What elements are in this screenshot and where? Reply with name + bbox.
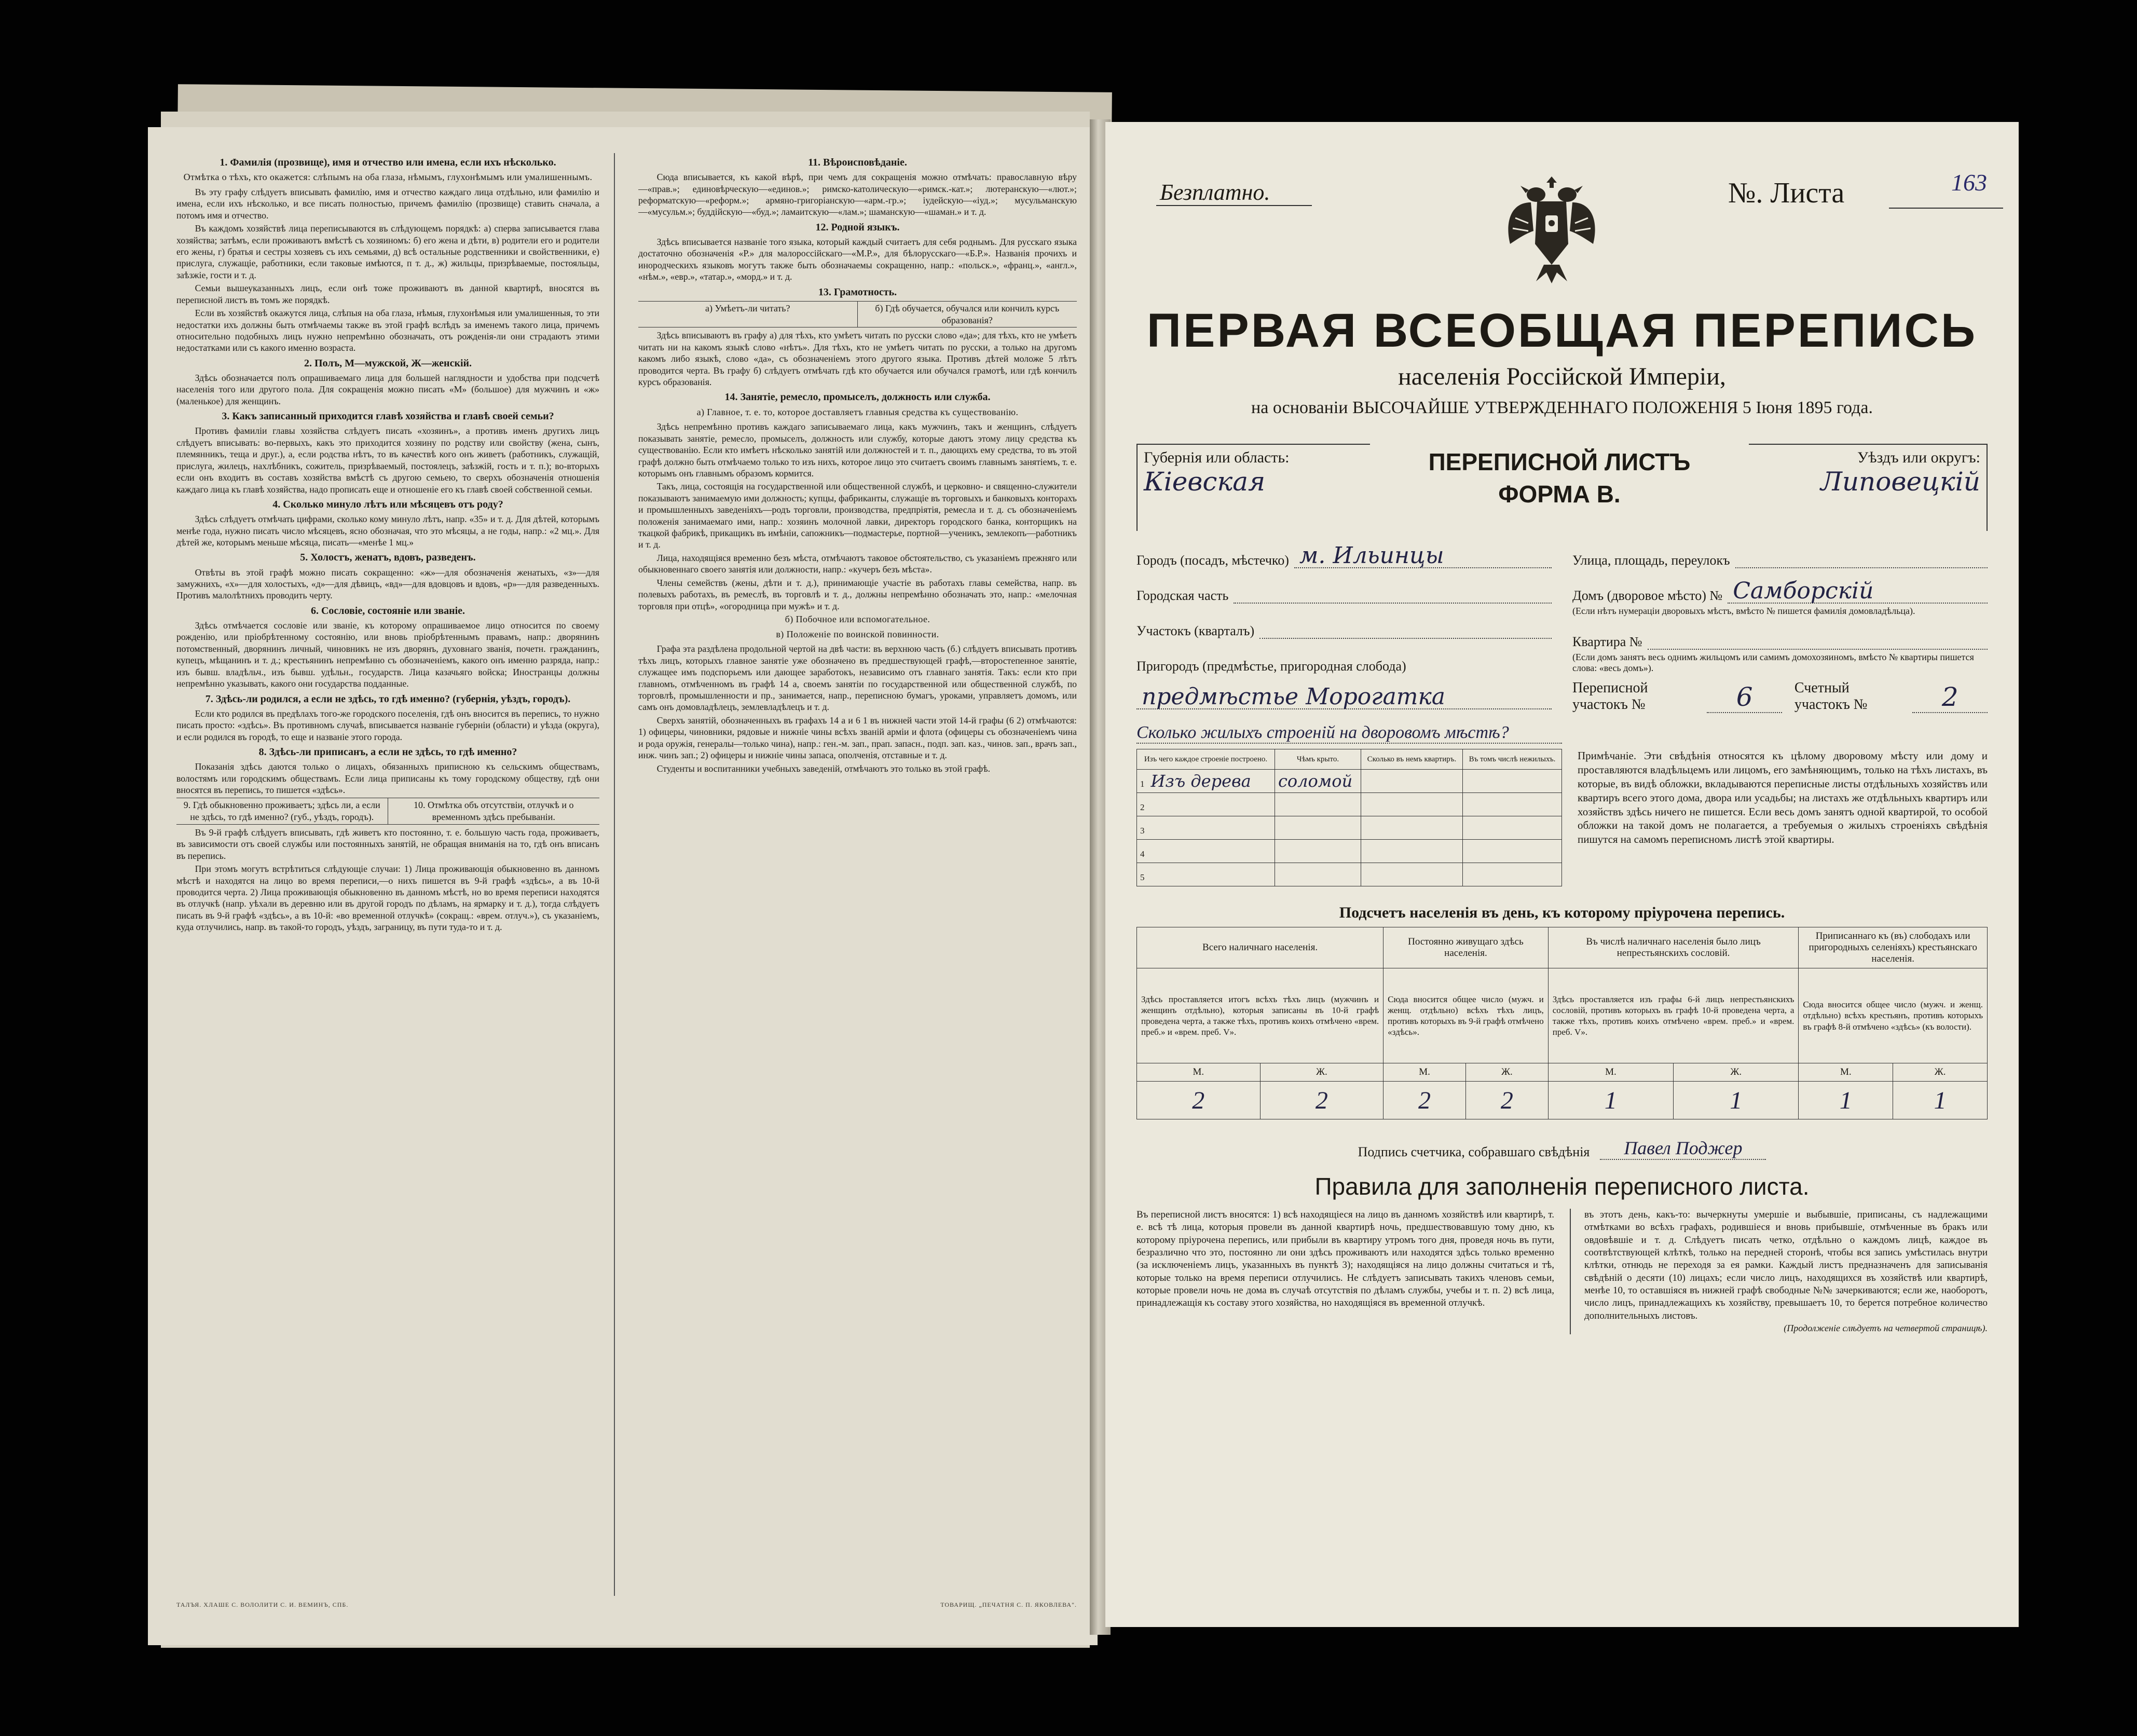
census-form-page: [1105, 122, 2019, 1627]
buildings-header-material: Изъ чего каждое строеніе построено.: [1137, 749, 1275, 770]
district-label: Уѣздъ или округъ:: [1857, 449, 1980, 466]
buildings-header-roof: Чѣмъ крыто.: [1275, 749, 1361, 770]
count-column-header: Постоянно живущаго здѣсь населенія.: [1383, 927, 1549, 968]
male-count: 2: [1137, 1082, 1261, 1119]
building-apartments: [1361, 863, 1462, 886]
census-district-value: 6: [1707, 682, 1782, 713]
instruction-paragraph: Если въ хозяйствѣ окажутся лица, слѣпыя на оба глаза, нѣмыя, глухонѣмыя или умалишенныя, то эти недостатки ихъ должны быть отмѣчаемы также въ этой графѣ вслѣдъ за именемъ такого лица, причемъ относительно подобныхъ лицъ нужно непремѣнно обозначать, отъ рожденія-ли они страдаютъ этими недостатками или съ какого именно возраста.: [176, 308, 599, 353]
city-part-value: [1234, 603, 1552, 604]
instruction-paragraph: Если кто родился въ предѣлахъ того-же городского поселенія, гдѣ онъ вносится въ перепись, то нужно писать просто: «здѣсь». Въ противномъ случаѣ, вписывается названіе губерніи (области) и уѣзда (округа), и если родился въ городѣ, то еще и названіе этого города.: [176, 708, 599, 742]
building-nonresidential: [1463, 863, 1562, 886]
suburb-value: предмѣстье Морогатка: [1136, 686, 1552, 709]
male-count: 1: [1548, 1082, 1673, 1119]
suburb-value-line: [1136, 682, 1552, 709]
building-roof: [1275, 816, 1361, 840]
instruction-paragraph: Семьи вышеуказанныхъ лицъ, если онѣ тоже проживаютъ въ данной квартирѣ, вносятся въ переписной листъ въ томъ же порядкѣ.: [176, 283, 599, 305]
instruction-paragraph: Въ каждомъ хозяйствѣ лица переписываются въ слѣдующемъ порядкѣ: а) сперва записывается глава хозяйства; затѣмъ, если проживаютъ вмѣстѣ съ хозяиномъ: б) его жена и дѣти, в) родители его и родители его жены, г) братья и сестры хозяевъ съ ихъ семьями, д) всѣ остальные родственники и свойственники, е) прислуга, служащіе, работники, если таковые имѣются, п т. д., ж) жильцы, призрѣваемые, постояльцы, заѣзжіе, гости и т. д.: [176, 223, 599, 280]
instruction-paragraph: Противъ фамиліи главы хозяйства слѣдуетъ писать «хозяинъ», а противъ именъ другихъ лицъ слѣдуетъ вписывать: во-первыхъ, какъ это приходится хозяину по родству или свойству (жена, сынъ, племянникъ, теща и друг.), а, если родства нѣтъ, то въ качествѣ кого онъ живетъ (работникъ, служащій, прислуга, жилецъ, нахлѣбникъ, сожитель, призрѣваемый, постоялецъ, заѣзжій, гость и т. п.); во-вторыхъ если онъ входитъ въ составъ хозяйства вмѣстѣ съ другою семьею, то сверхъ обозначенія отношенія каждаго лица къ главѣ хозяйства, надо прописать еще и отношеніе его къ главѣ своей собственной семьи.: [176, 426, 599, 495]
count-district-value: 2: [1912, 682, 1988, 713]
count-column-description: Сюда вносится общее число (мужч. и женщ. отдѣльно) всѣхъ крестьянъ, противъ которыхъ въ графѣ 8-й отмѣчено «здѣсь» (къ волости).: [1799, 968, 1988, 1063]
building-apartments: [1361, 816, 1462, 840]
building-material: Изъ дерева: [1150, 771, 1251, 791]
rules-text: [1136, 1209, 1988, 1334]
instruction-paragraph: При этомъ могутъ встрѣтиться слѣдующіе случаи: 1) Лица проживающія обыкновенно въ данномъ мѣстѣ и находятся на лицо во время переписи,—о нихъ пишется въ 9-й графѣ «здѣсь», а въ 10-й проводится черта. 2) Лица проживающія обыкновенно въ данномъ мѣстѣ, но во время переписи находятся въ отлучкѣ (напр. уѣхали въ деревню или въ другой городъ по дѣламъ, на ярмарку и т. д.), тогда слѣдуетъ писать въ 9-й графѣ «здѣсь», а въ 10-й: «во временной отлучкѣ» (сокращ.: «врем. отлуч.»), съ указаніемъ, куда отлучились, напр. въ такой-то городъ, уѣздъ, заграницу, въ пути туда-то и т. д.: [176, 864, 599, 933]
instruction-paragraph: Здѣсь вписываютъ въ графу а) для тѣхъ, кто умѣетъ читать по русски слово «да»; для тѣхъ, кто не умѣетъ читать ни на какомъ языкѣ слово «нѣтъ». Для тѣхъ, кто не умѣетъ читать по русски, а только на другомъ какомъ либо языкѣ, слово «да», съ обозначеніемъ этого другого языка. Противъ дѣтей моложе 5 лѣтъ проводится черта. Въ графу б) слѣдуетъ отмѣчать гдѣ кто обучается или обучался грамотѣ, или гдѣ кончилъ курсъ образованія.: [638, 330, 1077, 387]
printer-imprint-left: ТАЛЪЯ. ХЛАШЕ С. ВОЛОЛИТИ С. И. ВЕМИНЪ, СПБ.: [176, 1601, 349, 1608]
population-count-table: [1136, 927, 1988, 1119]
house-note: (Если нѣтъ нумераціи дворовыхъ мѣстъ, вмѣсто № пишется фамилія домовладѣльца).: [1572, 606, 1915, 616]
split-heading-cell: 9. Гдѣ обыкновенно проживаетъ; здѣсь ли, а если не здѣсь, то гдѣ именно? (губ., уѣздъ, городъ).: [176, 798, 388, 824]
male-label: М.: [1548, 1063, 1673, 1082]
section-title: 5. Холостъ, женатъ, вдовъ, разведенъ.: [300, 552, 476, 564]
district-box: [1749, 444, 1988, 531]
census-legal-basis: на основаніи ВЫСОЧАЙШЕ УТВЕРЖДЕННАГО ПОЛОЖЕНІЯ 5 Іюня 1895 года.: [1251, 398, 1873, 417]
continued-note: (Продолженіе слѣдуетъ на четвертой страницѣ).: [1784, 1322, 1988, 1333]
district-value: Липовецкій: [1820, 467, 1980, 497]
building-material-cell: [1137, 793, 1275, 816]
province-box: [1136, 444, 1370, 531]
building-apartments: [1361, 793, 1462, 816]
table-row: [1137, 863, 1562, 886]
signature-label: Подпись счетчика, собравшаго свѣдѣнія: [1358, 1144, 1590, 1159]
house-field: [1572, 577, 1988, 604]
instruction-paragraph: Здѣсь отмѣчается сословіе или званіе, къ которому опрашиваемое лицо относится по своему рожденію, или пріобрѣтенному состоянію, или вновь пріобрѣтеннымъ правамъ, напр.: дворянинъ потомственный, дворянинъ личный, чиновникъ не изъ дворянъ, духовнаго званія, почетн. гражданинъ, купецъ, мѣщанинъ и т. д.; крестьянинъ непремѣнно съ обозначеніемъ, какого онъ именно разряда, напр.: изъ бывш. владѣльч., изъ бывш. удѣльн., государств. Лица казачьяго войска; Иностранцы должны непремѣнно указывать, какого они государства подданные.: [176, 620, 599, 689]
building-nonresidential: [1463, 770, 1562, 793]
row-number: 1: [1140, 779, 1145, 789]
building-apartments: [1361, 770, 1462, 793]
section-title: 8. Здѣсь-ли приписанъ, а если не здѣсь, то гдѣ именно?: [258, 746, 517, 758]
instruction-paragraph: Лица, находящіяся временно безъ мѣста, отмѣчаютъ таковое обстоятельство, съ указаніемъ прежняго или обыкновеннаго своего занятія или должности, напр.: «кучеръ безъ мѣста».: [638, 552, 1077, 575]
divider: [1889, 208, 2003, 209]
instruction-paragraph: Въ 9-й графѣ слѣдуетъ вписывать, гдѣ живетъ кто постоянно, т. е. большую часть года, проживаетъ, въ зависимости отъ своей службы или постоянныхъ занятій, не обращая вниманія на то, гдѣ онъ вписанъ въ перепись.: [176, 827, 599, 861]
house-label: Домъ (дворовое мѣсто) №: [1572, 588, 1723, 603]
count-column-header: Приписаннаго къ (въ) слободахъ или пригородныхъ селеніяхъ) крестьянскаго населенія.: [1799, 927, 1988, 968]
province-label: Губернія или область:: [1144, 449, 1290, 466]
street-value: [1735, 567, 1988, 568]
row-number: 3: [1140, 826, 1145, 836]
suburb-label: Пригородъ (предмѣстье, пригородная слобода): [1136, 659, 1406, 674]
row-number: 2: [1140, 802, 1145, 812]
rules-column-2: [1570, 1209, 1988, 1334]
building-material-cell: [1137, 770, 1275, 793]
form-name: [1370, 444, 1749, 510]
divider: [1156, 205, 1312, 206]
buildings-table: [1136, 749, 1562, 886]
split-heading-cell: б) Гдѣ обучается, обучался или кончилъ курсъ образованія?: [875, 303, 1060, 325]
count-district-label: Счетный участокъ №: [1794, 680, 1868, 713]
split-heading: [638, 301, 1077, 327]
section-title: 3. Какъ записанный приходится главѣ хозяйства и главѣ своей семьи?: [222, 411, 554, 422]
section-title: 11. Вѣроисповѣданіе.: [808, 157, 907, 168]
count-column-header: Всего наличнаго населенія.: [1137, 927, 1383, 968]
instruction-paragraph: Здѣсь вписывается названіе того языка, который каждый считаетъ для себя роднымъ. Для русскаго языка достаточно обозначенія «Р.» для малороссійскаго—«М.Р.», для бѣлорусскаго—«Б.Р.». Названія прочихъ и инородческихъ языковъ могутъ также быть обозначаемы сокращенно, напр.: «польск.», «франц.», «англ.», «нѣм.», «евр.», «татар.», «морд.» и т. д.: [638, 237, 1077, 282]
instructions-column-2: [638, 153, 1077, 1596]
sheet-number-value: 163: [1951, 169, 1987, 196]
building-roof: [1275, 863, 1361, 886]
subsection-title: в) Положеніе по воинской повинности.: [776, 628, 939, 639]
sheet-number-label: №. Листа: [1728, 177, 1845, 209]
street-label: Улица, площадь, переулокъ: [1572, 553, 1730, 568]
instruction-paragraph: Графа эта раздѣлена продольной чертой на двѣ части: въ верхнюю часть (б.) слѣдуетъ вписывать противъ тѣхъ лицъ, которыхъ главное занятіе уже обозначено въ предшествующей графѣ,—второстепенное занятіе, служащее имъ подспорьемъ или дающее заработокъ, независимо отъ главнаго занятія. Такъ: если кто при главномъ, отмѣченномъ въ графѣ 14 а, своемъ занятіи по государственной или общественной службѣ, по торговлѣ, промышленности и пр., занимается, напр., переписною бумагъ, уроками, управляетъ домомъ, или самъ онъ домовладѣлецъ, землевладѣлецъ и т. д.: [638, 644, 1077, 713]
female-count: 2: [1465, 1082, 1548, 1119]
section-title: 7. Здѣсь-ли родился, а если не здѣсь, то гдѣ именно? (губернія, уѣздъ, городъ).: [205, 693, 571, 705]
section-note: Отмѣтка о тѣхъ, кто окажется: слѣпымъ на оба глаза, нѣмымъ, глухонѣмымъ или умалишеннымъ.: [183, 172, 593, 183]
rules-column-1: Въ переписной листъ вносятся: 1) всѣ находящіеся на лицо въ данномъ хозяйствѣ или квартирѣ, т. е. всѣ тѣ лица, которыя провели въ данной квартирѣ ночь, предшествовавшую тому дню, къ которому пріурочена перепись, или прибыли въ квартиру утромъ того дня, проведя ночь въ пути, безразлично что это, постоянно ли они здѣсь проживаютъ или находятся здѣсь только временно (за исключеніемъ лицъ, указанныхъ въ пунктѣ 3); находящіяся на лицо должны считаться и тѣ, которые только на время переписи отлучились. Не слѣдуетъ записывать такихъ членовъ семьи, которые провели ночь не дома въ случаѣ отсутствія по дѣламъ службы, учебы и т. п. 2) всѣ лица, принадлежащія къ составу этого хозяйства, но находящіяся въ временной отлучкѣ.: [1136, 1209, 1554, 1309]
subsection-title: а) Главное, т. е. то, которое доставляетъ главныя средства къ существованію.: [696, 406, 1019, 417]
count-header-row: [1137, 927, 1988, 968]
buildings-question: Сколько жилыхъ строеній на дворовомъ мѣстѣ?: [1136, 723, 1562, 744]
instruction-paragraph: Сверхъ занятій, обозначенныхъ въ графахъ 14 а и 6 1 въ нижней части этой 14-й графы (6 2) отмѣчаются: 1) офицеры, чиновники, рядовые и нижніе чины всѣхъ званій арміи и флота (офицеры съ обозначеніемъ чина и рода оружія, генералы—только чина), напр.: ген.-м. зап., прап. запасн., подп. зап. каз., чинов. зап., врачъ зап., инж. чинъ зап.; 2) офицеры и нижніе чины запаса, ополченія, отставные и т. д.: [638, 715, 1077, 761]
apartment-value: [1648, 649, 1988, 650]
town-value: м. Ильинцы: [1294, 544, 1552, 568]
apartment-field: [1572, 623, 1988, 650]
female-count: 2: [1260, 1082, 1383, 1119]
building-roof: [1275, 840, 1361, 863]
count-column-description: Сюда вносится общее число (мужч. и женщ. отдѣльно) всѣхъ тѣхъ лицъ, противъ которыхъ въ 9-й графѣ отмѣчено «здѣсь».: [1383, 968, 1549, 1063]
building-material-cell: [1137, 840, 1275, 863]
instruction-paragraph: Сюда вписывается, къ какой вѣрѣ, при чемъ для сокращенія можно отмѣчать: православную вѣру—«прав.»; единовѣрческую—«единов.»; римско-католическую—«римск.-кат.»; лютеранскую—«лют.»; реформатскую—«реформ.»; армяно-григоріанскую—«арм.-гр.»; іудейскую—«іуд.»; мусульманскую—«мусульм.»; буддійскую—«буд.»; ламаитскую—«лам.»; шаманскую—«шаман.» и т. д.: [638, 172, 1077, 217]
female-count: 1: [1893, 1082, 1988, 1119]
male-label: М.: [1799, 1063, 1893, 1082]
instruction-paragraph: Отвѣты въ этой графѣ можно писать сокращенно: «ж»—для обозначенія женатыхъ, «з»—для замужнихъ, «х»—для холостыхъ, «д»—для дѣвицъ, «вд»—для вдовцовъ и вдовъ, «р»—для разведенныхъ. Противъ малолѣтнихъ проводить черту.: [176, 567, 599, 601]
town-label: Городъ (посадъ, мѣстечко): [1136, 553, 1289, 568]
female-label: Ж.: [1674, 1063, 1799, 1082]
table-row: [1137, 793, 1562, 816]
section-title: 14. Занятіе, ремесло, промыселъ, должность или служба.: [724, 391, 991, 403]
building-roof: [1275, 793, 1361, 816]
form-code: ФОРМА В.: [1498, 481, 1621, 508]
instructions-column-1: [176, 153, 615, 1596]
address-fields: [1136, 541, 1988, 718]
buildings-note: Примѣчаніе. Эти свѣдѣнія относятся къ цѣлому дворовому мѣсту или дому и проставляются владѣльцемъ или лицомъ, его замѣняющимъ, только на тѣхъ листахъ, въ которые, въ видѣ обложки, вкладываются переписные листы отдѣльныхъ хозяйствъ или квартиръ всего этого дома, двора или усадьбы; на листахъ же отдѣльныхъ квартиръ или хозяйствъ здѣсь ничего не пишется. Если весь домъ занятъ одной квартирой, то особой обложки на такой домъ не полагается, а требуемыя о жилыхъ строеніяхъ свѣдѣнія пишутся на самомъ переписномъ листѣ этой квартиры.: [1578, 749, 1988, 846]
building-roof: соломой: [1275, 770, 1361, 793]
table-row: [1137, 840, 1562, 863]
town-field: [1136, 541, 1552, 568]
instruction-paragraph: Здѣсь непремѣнно противъ каждаго записываемаго лица, какъ мужчинъ, такъ и женщинъ, слѣдуетъ показывать занятіе, ремесло, промыселъ, должность или службу, которые даютъ этому лицу средства къ существованію. Если кто имѣетъ нѣсколько занятій или должностей и т. п., дающихъ ему средства, то въ этой графѣ должно быть отмѣчаемо только то изъ нихъ, которое лицо это считаетъ своимъ главнымъ занятіемъ, т. е. которымъ онъ главнымъ образомъ кормится.: [638, 421, 1077, 479]
instruction-paragraph: Здѣсь обозначается полъ опрашиваемаго лица для большей наглядности и удобства при подсчетѣ населенія того или другого пола. Для сокращенія можно писать «М» (большое) для мужчинъ и «ж» (маленькое) для женщинъ.: [176, 372, 599, 406]
count-description-row: [1137, 968, 1988, 1063]
building-apartments: [1361, 840, 1462, 863]
census-subtitle: населенія Россійской Имперіи,: [1398, 363, 1726, 390]
rules-title: Правила для заполненія переписного листа.: [1314, 1173, 1810, 1200]
count-sex-row: [1137, 1063, 1988, 1082]
census-district-label: Переписной участокъ №: [1572, 680, 1648, 713]
apartment-label: Квартира №: [1572, 634, 1642, 649]
instruction-paragraph: Члены семействъ (жены, дѣти и т. д.), принимающіе участіе въ работахъ главы семейства, напр. въ полевыхъ работахъ, въ ремеслѣ, въ торговлѣ и т. д., должны непремѣнно обозначать это, напр.: «мелочная торговля при отцѣ», «огородница при мужѣ» и т. д.: [638, 577, 1077, 611]
section-title: 6. Сословіе, состояніе или званіе.: [310, 605, 465, 617]
instruction-paragraph: Такъ, лица, состоящія на государственной или общественной службѣ, и церковно- и священно-служители показываютъ занимаемую ими должность; купцы, фабриканты, служащіе въ торговыхъ и банковыхъ конторахъ и промышленныхъ заведеніяхъ—родъ торговли, производства, предпріятія, ремесла и т. д. съ обозначеніемъ положенія занимаемаго ими, напр.: хозяинъ молочной лавки, директоръ городского банка, конторщикъ на ткацкой фабрикѣ, прикащикъ въ имѣніи, сапожникъ—подмастерье, портной—ученикъ, землекопъ—работникъ и т. д.: [638, 481, 1077, 550]
count-column-description: Здѣсь проставляется итогъ всѣхъ тѣхъ лицъ (мужчинъ и женщинъ отдѣльно), которыя записаны въ 10-й графѣ проведена черта, а также тѣхъ, противъ коихъ отмѣчено «врем. преб.» и «врем. преб. V».: [1137, 968, 1383, 1063]
enumerator-signature-field: [1136, 1137, 1988, 1160]
male-count: 1: [1799, 1082, 1893, 1119]
male-count: 2: [1383, 1082, 1466, 1119]
table-row: [1137, 770, 1562, 793]
double-headed-eagle-emblem: [1500, 166, 1604, 285]
instruction-paragraph: Показанія здѣсь даются только о лицахъ, обязанныхъ приписною къ сельскимъ обществамъ, волостямъ или городскимъ обществамъ. Если лица приписаны къ тому городскому обществу, гдѣ они вносятся въ перепись, то пишется «здѣсь».: [176, 761, 599, 796]
street-field: [1572, 541, 1988, 568]
split-heading-cell: 10. Отмѣтка объ отсутствіи, отлучкѣ и о временномъ здѣсь пребываніи.: [414, 800, 574, 823]
building-nonresidential: [1463, 793, 1562, 816]
form-header: [1136, 444, 1988, 531]
building-nonresidential: [1463, 816, 1562, 840]
count-column-description: Здѣсь проставляется изъ графы 6-й лицъ непрестьянскихъ сословій, противъ которыхъ въ графѣ 10-й проведена черта, а также тѣхъ, противъ коихъ отмѣчено «врем. преб.» и «врем. преб. V».: [1548, 968, 1799, 1063]
buildings-header-nonresidential: Въ томъ числѣ нежилыхъ.: [1463, 749, 1562, 770]
free-of-charge-label: Безплатно.: [1160, 180, 1270, 205]
suburb-field: [1136, 647, 1552, 674]
section-title: 2. Полъ, М—мужской, Ж—женскій.: [304, 357, 472, 369]
house-value: Самборскій: [1728, 580, 1988, 604]
ward-value: [1259, 638, 1552, 639]
split-heading-cell: а) Умѣетъ-ли читать?: [638, 302, 858, 327]
female-label: Ж.: [1260, 1063, 1383, 1082]
buildings-header-apartments: Сколько въ немъ квартиръ.: [1361, 749, 1462, 770]
section-title: 4. Сколько минуло лѣтъ или мѣсяцевъ отъ роду?: [272, 498, 503, 510]
count-value-row: [1137, 1082, 1988, 1119]
instruction-paragraph: Здѣсь слѣдуетъ отмѣчать цифрами, сколько кому минуло лѣтъ, напр. «35» и т. д. Для дѣтей, которымъ менѣе года, нужно писать число мѣсяцевъ, ясно обозначая, что это мѣсяцы, а не годы, напр.: «2 мц.». Для дѣтей же, которымъ меньше мѣсяца, писать—«менѣе 1 мц.»: [176, 514, 599, 548]
male-label: М.: [1383, 1063, 1466, 1082]
section-title: 12. Родной языкъ.: [815, 221, 900, 233]
buildings-section: [1136, 723, 1988, 886]
apartment-note: (Если домъ занятъ весь однимъ жильцомъ или самимъ домохозяиномъ, вмѣсто № квартиры пишется слова: «весь домъ»).: [1572, 652, 1974, 673]
row-number: 4: [1140, 849, 1145, 859]
city-part-field: [1136, 577, 1552, 604]
instruction-paragraph: Студенты и воспитанники учебныхъ заведеній, отмѣчаютъ это только въ этой графѣ.: [656, 763, 991, 774]
count-column-header: Въ числѣ наличнаго населенія было лицъ непрестьянскихъ сословій.: [1548, 927, 1799, 968]
printer-imprint-right: ТОВАРИЩ. „ПЕЧАТНЯ С. П. ЯКОВЛЕВА".: [940, 1601, 1077, 1608]
population-count-title: Подсчетъ населенія въ день, къ которому пріурочена перепись.: [1339, 904, 1785, 921]
ward-label: Участокъ (кварталъ): [1136, 623, 1255, 638]
enumerator-signature: Павел Поджер: [1600, 1137, 1766, 1160]
province-value: Кіевская: [1144, 467, 1266, 497]
instructions-page: [148, 127, 1098, 1645]
split-heading: [176, 798, 599, 824]
city-part-label: Городская часть: [1136, 588, 1229, 603]
female-count: 1: [1674, 1082, 1799, 1119]
census-title: ПЕРВАЯ ВСЕОБЩАЯ ПЕРЕПИСЬ: [1146, 304, 1978, 357]
form-title: ПЕРЕПИСНОЙ ЛИСТЪ: [1428, 448, 1691, 475]
section-title: 1. Фамилія (прозвище), имя и отчество или имена, если ихъ нѣсколько.: [220, 157, 556, 168]
subsection-title: б) Побочное или вспомогательное.: [785, 614, 930, 624]
female-label: Ж.: [1465, 1063, 1548, 1082]
female-label: Ж.: [1893, 1063, 1988, 1082]
building-nonresidential: [1463, 840, 1562, 863]
section-title: 13. Грамотность.: [818, 286, 897, 298]
row-number: 5: [1140, 872, 1145, 882]
instruction-paragraph: Въ эту графу слѣдуетъ вписывать фамилію, имя и отчество каждаго лица отдѣльно, или фамилію и имена, если ихъ нѣсколько, и все писать полностью, причемъ фамилію (прозвище) ставить сначала, а потомъ имя и отчество.: [176, 186, 599, 221]
ward-field: [1136, 612, 1552, 639]
census-district-field: [1572, 680, 1988, 713]
building-material-cell: [1137, 816, 1275, 840]
table-row: [1137, 816, 1562, 840]
rules-column-2-text: въ этотъ день, какъ-то: вычеркнуты умершіе и выбывшіе, приписаны, съ надлежащими отмѣтками во всѣхъ графахъ, родившіеся и вновь прибывшіе, отмѣченные въ бракъ или овдовѣвшіе и т. д. Слѣдуетъ писать четко, отдѣльно о каждомъ лицѣ, каждое въ соотвѣтствующей клѣткѣ, только на передней сторонѣ, чтобы вся запись умѣстилась внутри клѣтки, отнюдь не переходя за ея рамки. Каждый листъ предназначенъ для записыванія свѣдѣній о десяти (10) лицахъ; если число лицъ, находящихся въ хозяйствѣ или квартирѣ, менѣе 10, то оставшіяся въ нижней графѣ свободные №№ зачеркиваются; если же, наоборотъ, число лицъ, принадлежащихъ къ хозяйству, превышаетъ 10, то берется потребное количество дополнительныхъ листовъ.: [1584, 1209, 1988, 1321]
male-label: М.: [1137, 1063, 1261, 1082]
building-material-cell: [1137, 863, 1275, 886]
